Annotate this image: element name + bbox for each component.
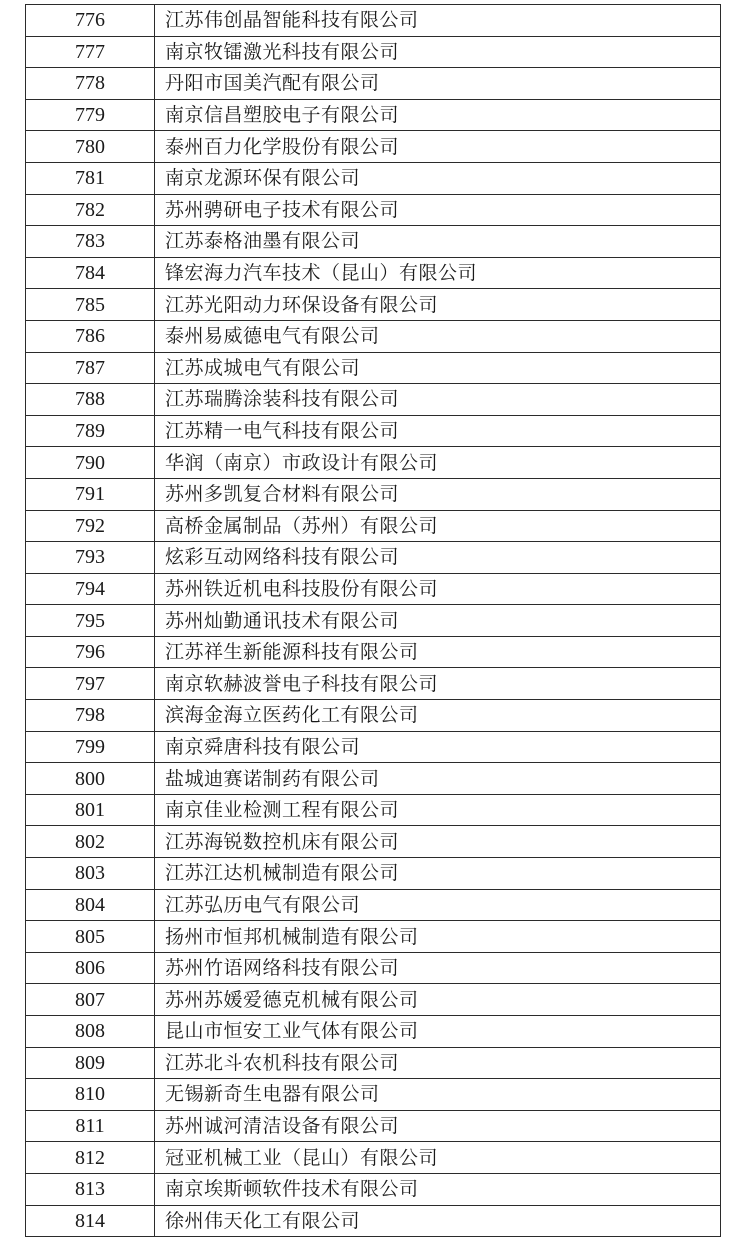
table-row xyxy=(26,194,721,226)
row-number-cell: 804 xyxy=(26,889,155,921)
company-name-cell: 江苏海锐数控机床有限公司 xyxy=(155,826,721,858)
row-number-cell: 789 xyxy=(26,415,155,447)
row-number-cell: 801 xyxy=(26,794,155,826)
company-name-cell: 南京牧镭激光科技有限公司 xyxy=(155,36,721,68)
company-name-cell: 江苏精一电气科技有限公司 xyxy=(155,415,721,447)
row-number-cell: 783 xyxy=(26,226,155,258)
table-row xyxy=(26,573,721,605)
table-row xyxy=(26,889,721,921)
company-name-cell: 苏州苏媛爱德克机械有限公司 xyxy=(155,984,721,1016)
table-row xyxy=(26,131,721,163)
table-row xyxy=(26,794,721,826)
table-row xyxy=(26,763,721,795)
table-row xyxy=(26,226,721,258)
row-number-cell: 796 xyxy=(26,636,155,668)
row-number-cell: 790 xyxy=(26,447,155,479)
company-name-cell: 江苏成城电气有限公司 xyxy=(155,352,721,384)
table-row xyxy=(26,636,721,668)
company-name-cell: 泰州百力化学股份有限公司 xyxy=(155,131,721,163)
row-number-cell: 798 xyxy=(26,700,155,732)
row-number-cell: 792 xyxy=(26,510,155,542)
row-number-cell: 778 xyxy=(26,68,155,100)
company-name-cell: 南京埃斯顿软件技术有限公司 xyxy=(155,1173,721,1205)
company-name-cell: 高桥金属制品（苏州）有限公司 xyxy=(155,510,721,542)
table-row xyxy=(26,984,721,1016)
table-row xyxy=(26,1079,721,1111)
company-name-cell: 江苏光阳动力环保设备有限公司 xyxy=(155,289,721,321)
table-row xyxy=(26,858,721,890)
row-number-cell: 785 xyxy=(26,289,155,321)
table-row xyxy=(26,731,721,763)
table-row xyxy=(26,1205,721,1237)
table-row xyxy=(26,542,721,574)
company-name-cell: 盐城迪赛诺制药有限公司 xyxy=(155,763,721,795)
table-row xyxy=(26,162,721,194)
company-name-cell: 炫彩互动网络科技有限公司 xyxy=(155,542,721,574)
table-row xyxy=(26,952,721,984)
table-row xyxy=(26,510,721,542)
row-number-cell: 808 xyxy=(26,1016,155,1048)
row-number-cell: 794 xyxy=(26,573,155,605)
table-row xyxy=(26,605,721,637)
company-name-cell: 滨海金海立医药化工有限公司 xyxy=(155,700,721,732)
company-name-cell: 丹阳市国美汽配有限公司 xyxy=(155,68,721,100)
table-row xyxy=(26,320,721,352)
company-name-cell: 江苏瑞腾涂装科技有限公司 xyxy=(155,384,721,416)
row-number-cell: 812 xyxy=(26,1142,155,1174)
company-name-cell: 锋宏海力汽车技术（昆山）有限公司 xyxy=(155,257,721,289)
table-row xyxy=(26,1110,721,1142)
table-row xyxy=(26,478,721,510)
row-number-cell: 809 xyxy=(26,1047,155,1079)
company-name-cell: 南京龙源环保有限公司 xyxy=(155,162,721,194)
table-row xyxy=(26,384,721,416)
table-row xyxy=(26,99,721,131)
row-number-cell: 814 xyxy=(26,1205,155,1237)
table-row xyxy=(26,68,721,100)
company-name-cell: 江苏弘历电气有限公司 xyxy=(155,889,721,921)
table-row xyxy=(26,921,721,953)
row-number-cell: 779 xyxy=(26,99,155,131)
company-name-cell: 扬州市恒邦机械制造有限公司 xyxy=(155,921,721,953)
company-name-cell: 无锡新奇生电器有限公司 xyxy=(155,1079,721,1111)
table-row xyxy=(26,415,721,447)
table-row xyxy=(26,447,721,479)
company-name-cell: 苏州诚河清洁设备有限公司 xyxy=(155,1110,721,1142)
company-list-sheet xyxy=(25,4,721,1237)
table-row xyxy=(26,1142,721,1174)
company-name-cell: 江苏江达机械制造有限公司 xyxy=(155,858,721,890)
company-name-cell: 苏州灿勤通讯技术有限公司 xyxy=(155,605,721,637)
row-number-cell: 806 xyxy=(26,952,155,984)
row-number-cell: 787 xyxy=(26,352,155,384)
company-list-table xyxy=(25,4,721,1237)
row-number-cell: 786 xyxy=(26,320,155,352)
row-number-cell: 780 xyxy=(26,131,155,163)
table-row xyxy=(26,826,721,858)
company-name-cell: 江苏泰格油墨有限公司 xyxy=(155,226,721,258)
table-row xyxy=(26,668,721,700)
row-number-cell: 805 xyxy=(26,921,155,953)
company-name-cell: 泰州易威德电气有限公司 xyxy=(155,320,721,352)
company-name-cell: 冠亚机械工业（昆山）有限公司 xyxy=(155,1142,721,1174)
company-name-cell: 苏州骋研电子技术有限公司 xyxy=(155,194,721,226)
row-number-cell: 776 xyxy=(26,5,155,37)
row-number-cell: 782 xyxy=(26,194,155,226)
company-name-cell: 南京舜唐科技有限公司 xyxy=(155,731,721,763)
table-row xyxy=(26,5,721,37)
company-name-cell: 徐州伟天化工有限公司 xyxy=(155,1205,721,1237)
row-number-cell: 810 xyxy=(26,1079,155,1111)
row-number-cell: 795 xyxy=(26,605,155,637)
row-number-cell: 788 xyxy=(26,384,155,416)
company-list-body xyxy=(26,5,721,1237)
row-number-cell: 803 xyxy=(26,858,155,890)
row-number-cell: 781 xyxy=(26,162,155,194)
company-name-cell: 江苏北斗农机科技有限公司 xyxy=(155,1047,721,1079)
company-name-cell: 南京信昌塑胶电子有限公司 xyxy=(155,99,721,131)
row-number-cell: 800 xyxy=(26,763,155,795)
table-row xyxy=(26,1173,721,1205)
company-name-cell: 江苏伟创晶智能科技有限公司 xyxy=(155,5,721,37)
row-number-cell: 791 xyxy=(26,478,155,510)
table-row xyxy=(26,36,721,68)
row-number-cell: 802 xyxy=(26,826,155,858)
row-number-cell: 797 xyxy=(26,668,155,700)
table-row xyxy=(26,1016,721,1048)
row-number-cell: 813 xyxy=(26,1173,155,1205)
company-name-cell: 华润（南京）市政设计有限公司 xyxy=(155,447,721,479)
table-row xyxy=(26,352,721,384)
company-name-cell: 南京软赫波誉电子科技有限公司 xyxy=(155,668,721,700)
row-number-cell: 777 xyxy=(26,36,155,68)
company-name-cell: 南京佳业检测工程有限公司 xyxy=(155,794,721,826)
company-name-cell: 苏州多凯复合材料有限公司 xyxy=(155,478,721,510)
table-row xyxy=(26,700,721,732)
company-name-cell: 苏州竹语网络科技有限公司 xyxy=(155,952,721,984)
table-row xyxy=(26,289,721,321)
company-name-cell: 江苏祥生新能源科技有限公司 xyxy=(155,636,721,668)
row-number-cell: 784 xyxy=(26,257,155,289)
row-number-cell: 799 xyxy=(26,731,155,763)
row-number-cell: 807 xyxy=(26,984,155,1016)
table-row xyxy=(26,1047,721,1079)
company-name-cell: 昆山市恒安工业气体有限公司 xyxy=(155,1016,721,1048)
table-row xyxy=(26,257,721,289)
row-number-cell: 793 xyxy=(26,542,155,574)
row-number-cell: 811 xyxy=(26,1110,155,1142)
company-name-cell: 苏州铁近机电科技股份有限公司 xyxy=(155,573,721,605)
